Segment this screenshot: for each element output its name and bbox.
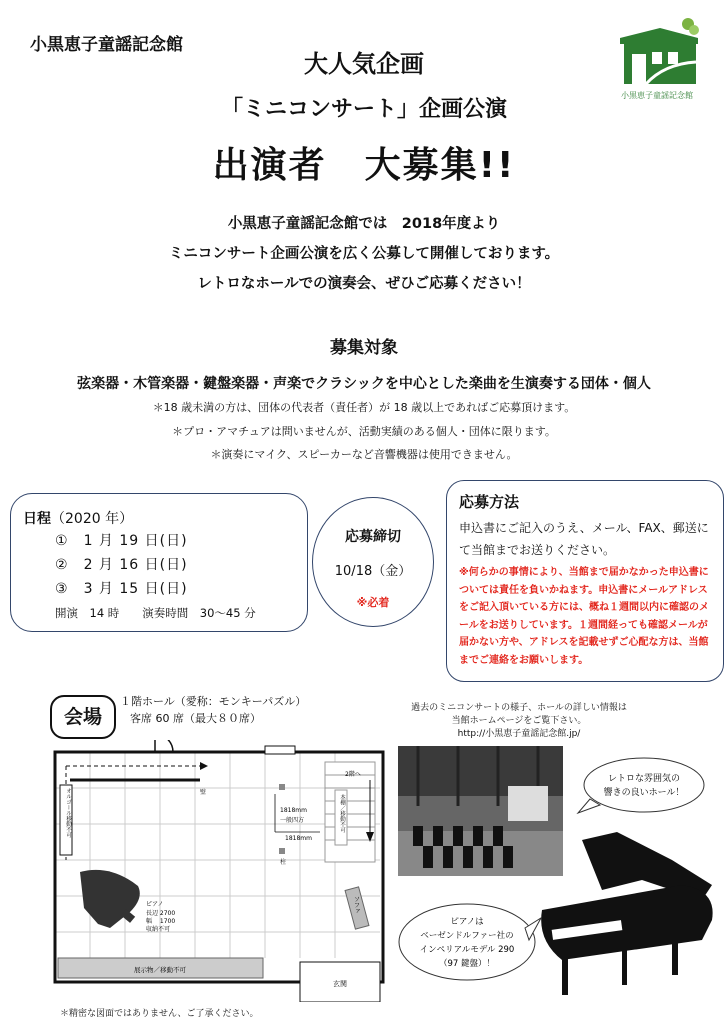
website-link[interactable]: http://小黒恵子童謡記念館.jp/ [457, 729, 581, 739]
schedule-label: 日程 [23, 511, 51, 527]
target-note: ＊演奏にマイク、スピーカーなど音響機器は使用できません。 [210, 448, 518, 461]
venue-label: 会場 [50, 695, 116, 739]
schedule-date: ① 1 月 19 日(日) [55, 533, 188, 549]
footnote: ＊精密な図面ではありません、ご了承ください。 [60, 1009, 259, 1019]
svg-text:響きの良いホール！: 響きの良いホール！ [603, 788, 685, 798]
plan-organ: オルゴール移動不可 [65, 788, 71, 838]
target-description: 弦楽器・木管楽器・鍵盤楽器・声楽でクラシックを中心とした楽曲を生演奏する団体・個人 [77, 376, 651, 392]
venue-description [120, 693, 306, 727]
plan-piano: 長辺 2700 [146, 910, 176, 917]
logo-text: 小黒恵子童謡記念館 [621, 91, 693, 100]
venue-seats: 客席 60 席（最大８０席） [130, 712, 261, 725]
svg-text:ベーゼンドルファー社の: ベーゼンドルファー社の [420, 931, 514, 941]
plan-piano: ピアノ [146, 901, 164, 908]
performance-time: 開演 14 時 演奏時間 30～45 分 [55, 606, 256, 620]
floor-plan [50, 740, 405, 1002]
apply-warning: ※何らかの事情により、当館まで届かなかった申込書については責任を負いかねます。申込書にメールアドレスをご記入頂いている方には、概ね１週間以内に確認のメールをお送りしています。１週間経っても確認メールが届かない方や、アドレスを記載せずご心配な方は、当館までご連絡をお願いします。 [459, 567, 709, 666]
apply-title: 応募方法 [459, 493, 520, 511]
schedule-box [10, 493, 308, 632]
museum-name: 小黒恵子童謡記念館 [30, 35, 183, 55]
hall-speech-bubble [576, 755, 706, 819]
plan-sofa: ソファ [352, 896, 360, 914]
svg-text:インペリアルモデル 290: インペリアルモデル 290 [419, 945, 515, 955]
piano-image [522, 830, 722, 1005]
plan-dim: 一般四方 [280, 817, 305, 824]
deadline-title: 応募締切 [345, 529, 401, 545]
target-note: ＊18 歳未満の方は、団体の代表者（責任者）が 18 歳以上であればご応募頂けます。 [152, 401, 576, 414]
schedule-date: ③ 3 月 15 日(日) [55, 581, 188, 597]
intro-line: レトロなホールでの演奏会、ぜひご応募ください！ [197, 276, 531, 292]
plan-piano: 幅 1700 [146, 918, 176, 925]
plan-pillar: 柱 [280, 859, 287, 866]
deadline-note: ※必着 [356, 596, 390, 609]
piano-speech-bubble [397, 898, 542, 983]
plan-piano: 収納不可 [146, 926, 171, 933]
photo-note: 過去のミニコンサートの様子、ホールの詳しい情報は 当館ホームページをご覧下さい。 http://小黒恵子童謡記念館.jp/ [374, 702, 664, 741]
plan-entrance: 玄関 [333, 980, 347, 988]
schedule-year: （2020 年） [51, 511, 134, 527]
schedule-date: ② 2 月 16 日(日) [55, 557, 188, 573]
svg-text:ピアノは: ピアノは [450, 917, 484, 927]
intro-line: 小黒恵子童謡記念館では 2018年度より [227, 216, 501, 232]
plan-exhibit: 展示物／移動不可 [134, 966, 186, 974]
deadline-circle [312, 497, 434, 627]
target-heading: 募集対象 [330, 338, 398, 358]
svg-text:（97 鍵盤）！: （97 鍵盤）！ [438, 959, 496, 969]
venue-hall: １階ホール（愛称：モンキーパズル） [120, 695, 307, 708]
apply-box [446, 480, 724, 682]
deadline-date: 10/18（金） [334, 564, 412, 579]
plan-stairs: 2階へ [345, 771, 361, 778]
title-line2: 「ミニコンサート」企画公演 [220, 97, 507, 122]
intro-line: ミニコンサート企画公演を広く公募して開催しております。 [168, 246, 560, 262]
plan-shelf: 本棚／移動不可 [339, 794, 345, 833]
title-line3: 出演者 大募集!! [212, 145, 516, 186]
plan-dim: 1818mm [280, 807, 307, 814]
title-line1: 大人気企画 [304, 50, 424, 78]
plan-wall: 壁 [200, 789, 207, 796]
plan-dim: 1818mm [285, 835, 312, 842]
target-note: ＊プロ・アマチュアは問いませんが、活動実績のある個人・団体に限ります。 [172, 425, 556, 438]
apply-body: 申込書にご記入のうえ、メール、FAX、郵送にて当館までお送りください。 [459, 521, 709, 557]
svg-text:レトロな雰囲気の: レトロな雰囲気の [607, 774, 681, 784]
